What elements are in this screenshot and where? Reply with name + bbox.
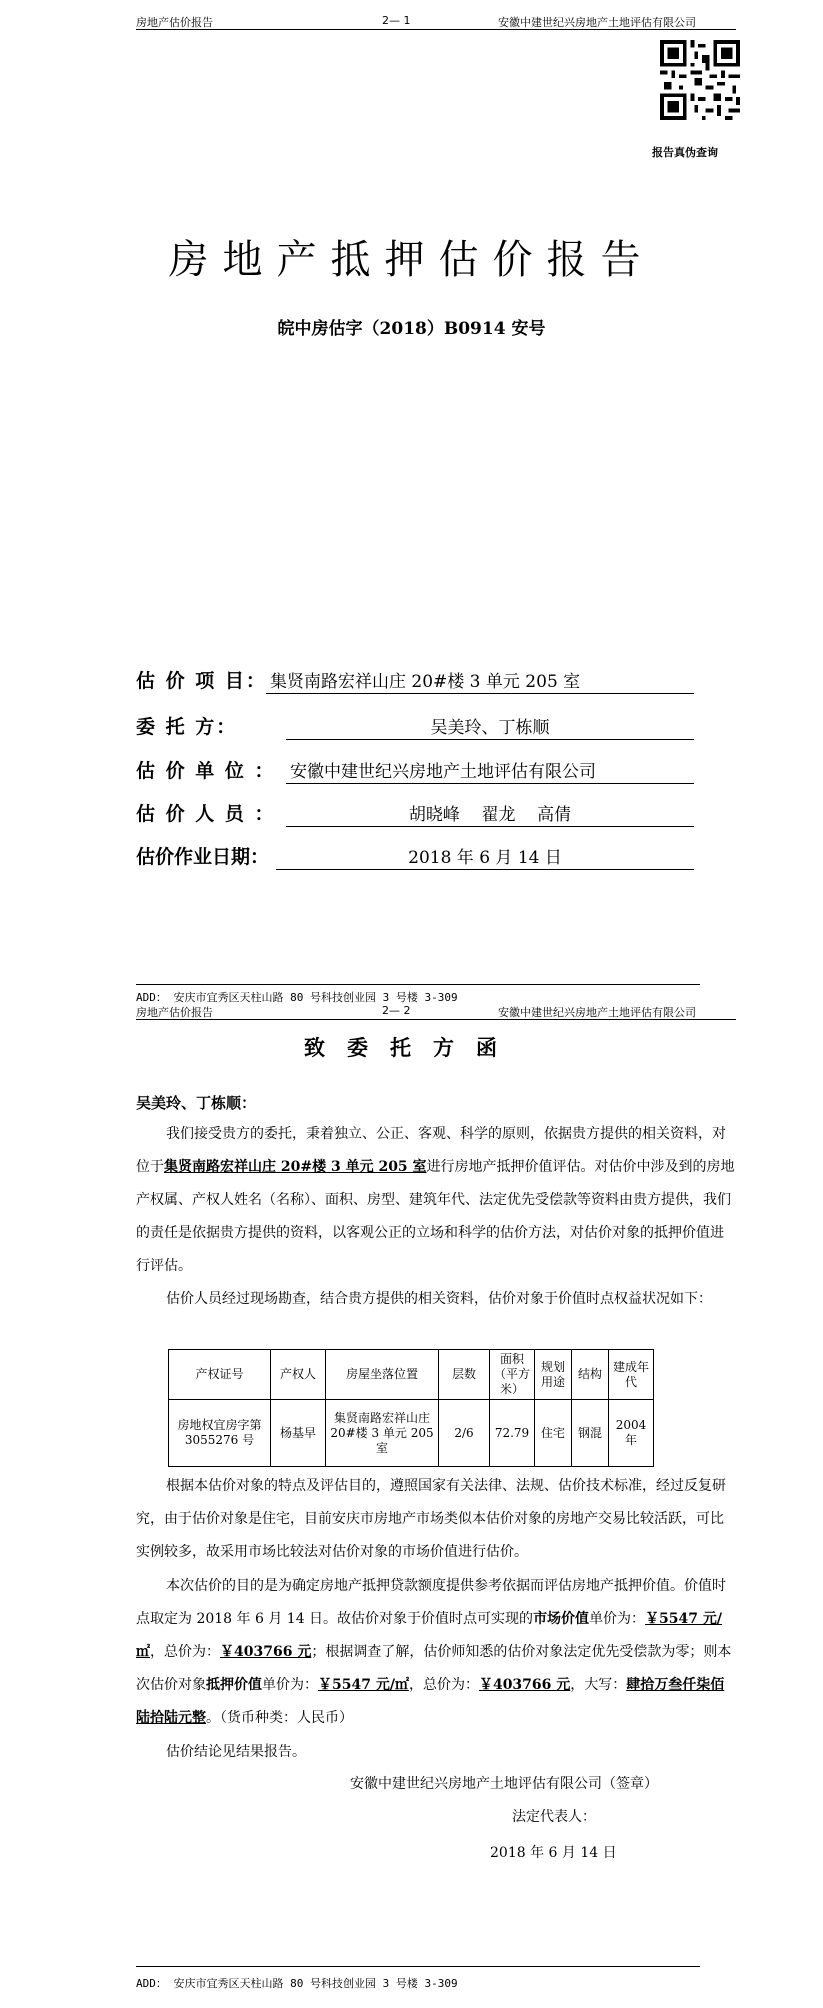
qr-code-icon: [660, 40, 740, 120]
letter-salutation: 吴美玲、丁栋顺：: [136, 1094, 257, 1112]
page1-header-left: 房地产估价报告: [136, 16, 213, 29]
market-unit-price: ￥5547 元/㎡: [136, 1611, 723, 1660]
amount-in-words: 肆拾万叁仟柒佰陆拾陆元整: [136, 1677, 725, 1726]
mortgage-value-label: 抵押价值: [206, 1677, 262, 1693]
market-total-price: ￥403766 元: [220, 1644, 312, 1660]
page1-footer-address: ADD： 安庆市宜秀区天柱山路 80 号科技创业园 3 号楼 3-309: [136, 991, 458, 1004]
table-cell-area: 72.79: [490, 1400, 535, 1467]
page1-header-right: 安徽中建世纪兴房地产土地评估有限公司: [498, 16, 696, 29]
field-label-date: 估价作业日期：: [136, 846, 270, 868]
market-value-label: 市场价值: [533, 1611, 590, 1627]
signature-company: 安徽中建世纪兴房地产土地评估有限公司（签章）: [350, 1776, 658, 1792]
table-header-cell: 面积（平方米）: [490, 1350, 535, 1400]
table-cell-structure: 钢混: [572, 1400, 609, 1467]
table-header-cell: 产权人: [271, 1350, 326, 1400]
table-header-row: [169, 1350, 654, 1400]
letter-paragraph-4: 本次估价的目的是为确定房地产抵押贷款额度提供参考依据而评估房地产抵押价值。价值时点取定为 2018 年 6 月 14 日。故估价对象于价值时点可实现的市场价值单价为：￥5547 元/㎡，总价为：￥403766 元；根据调查了解，估价师知悉的估价对象法定优先受偿款为零；则本次估价对象抵押价值单价为：￥5547 元/㎡，总价为：￥403766 元，大写：肆拾万叁仟柒佰陆拾陆元整。（货币种类：人民币）: [136, 1578, 732, 1726]
field-label-unit: 估 价 单 位 ：: [136, 760, 276, 782]
page2-header-right: 安徽中建世纪兴房地产土地评估有限公司: [498, 1006, 696, 1019]
table-header-cell: 层数: [439, 1350, 490, 1400]
report-doc-number: 皖中房估字（2018）B0914 安号: [277, 319, 546, 339]
table-cell-usage: 住宅: [535, 1400, 572, 1467]
table-cell-year: 2004年: [609, 1400, 654, 1467]
page2-header-rule: [136, 1019, 736, 1020]
report-title: 房地产抵押估价报告: [168, 237, 655, 283]
property-info-table: [168, 1349, 654, 1467]
field-label-project: 估 价 项 目：: [136, 670, 267, 692]
page2-footer-rule: [136, 1966, 700, 1967]
table-cell-floors: 2/6: [439, 1400, 490, 1467]
letter-paragraph-5: 估价结论见结果报告。: [166, 1744, 306, 1760]
property-address: 集贤南路宏祥山庄 20#楼 3 单元 205 室: [164, 1159, 427, 1175]
page2-footer-address: ADD： 安庆市宜秀区天柱山路 80 号科技创业园 3 号楼 3-309: [136, 1977, 458, 1990]
page1-header-page-number: 2— 1: [382, 14, 411, 27]
table-cell-location: 集贤南路宏祥山庄 20#楼 3 单元 205 室: [326, 1400, 439, 1467]
table-row: [169, 1400, 654, 1467]
letter-paragraph-1: 我们接受贵方的委托，秉着独立、公正、客观、科学的原则，依据贵方提供的相关资料，对位于集贤南路宏祥山庄 20#楼 3 单元 205 室进行房地产抵押价值评估。对估价中涉及到的房地产权属、产权人姓名（名称）、面积、房型、建筑年代、法定优先受偿款等资料由贵方提供，我们的责任是依据贵方提供的资料，以客观公正的立场和科学的估价方法，对估价对象的抵押价值进行评估。: [136, 1126, 735, 1274]
page1-footer-rule: [136, 984, 700, 985]
letter-paragraph-3: 根据本估价对象的特点及评估目的，遵照国家有关法律、法规、估价技术标准，经过反复研究，由于估价对象是住宅，目前安庆市房地产市场类似本估价对象的房地产交易比较活跃，可比实例较多，故采用市场比较法对估价对象的市场价值进行估价。: [136, 1478, 726, 1560]
table-header-cell: 产权证号: [169, 1350, 271, 1400]
letter-title: 致委托方函: [304, 1035, 519, 1060]
page2-header-left: 房地产估价报告: [136, 1006, 213, 1019]
field-label-appraisers: 估 价 人 员 ：: [136, 803, 276, 825]
table-header-cell: 规划用途: [535, 1350, 572, 1400]
letter-paragraph-2: 估价人员经过现场勘查，结合贵方提供的相关资料，估价对象于价值时点权益状况如下：: [166, 1291, 712, 1307]
page2-header-page-number: 2— 2: [382, 1004, 411, 1017]
page1-header-rule: [136, 29, 736, 30]
field-value-client: 吴美玲、丁栋顺: [286, 713, 694, 740]
field-value-project: 集贤南路宏祥山庄 20#楼 3 单元 205 室: [266, 667, 694, 694]
table-cell-cert-number: 房地权宜房字第 3055276 号: [169, 1400, 271, 1467]
table-header-cell: 房屋坐落位置: [326, 1350, 439, 1400]
mortgage-unit-price: ￥5547 元/㎡: [318, 1677, 409, 1693]
table-cell-owner: 杨基早: [271, 1400, 326, 1467]
field-label-client: 委 托 方：: [136, 716, 238, 738]
signature-legal-rep: 法定代表人：: [512, 1809, 596, 1825]
field-value-date: 2018 年 6 月 14 日: [276, 843, 694, 870]
qr-caption: 报告真伪查询: [652, 146, 718, 159]
signature-date: 2018 年 6 月 14 日: [490, 1845, 617, 1861]
field-value-unit: 安徽中建世纪兴房地产土地评估有限公司: [286, 757, 694, 784]
table-header-cell: 结构: [572, 1350, 609, 1400]
table-header-cell: 建成年代: [609, 1350, 654, 1400]
field-value-appraisers: 胡晓峰 翟龙 高倩: [286, 800, 694, 827]
mortgage-total-price: ￥403766 元: [478, 1677, 571, 1693]
